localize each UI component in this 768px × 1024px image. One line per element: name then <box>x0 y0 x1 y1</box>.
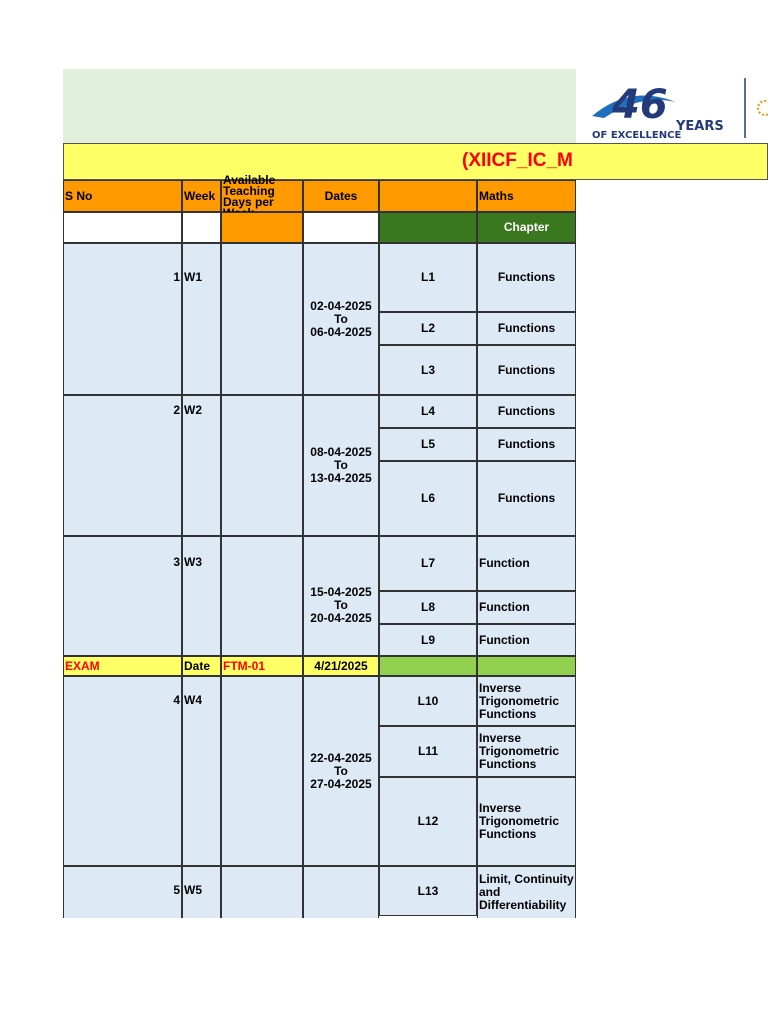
lesson-code: L3 <box>379 345 477 395</box>
header-lesson <box>379 180 477 212</box>
title-bar <box>63 143 768 180</box>
date-to-label: To <box>334 311 348 326</box>
week-teaching-days <box>221 536 303 656</box>
subheader-blank <box>303 212 379 243</box>
week-dates <box>303 676 379 866</box>
exam-label: EXAM <box>63 656 182 676</box>
week-label: W3 <box>182 536 221 656</box>
lesson-code: L8 <box>379 591 477 624</box>
header-teaching-days-text: Available Teaching Days per <box>223 173 276 209</box>
header-chapter: Chapter <box>477 212 576 243</box>
date-to-label: To <box>334 597 348 612</box>
lesson-chapter: Inverse Trigonometric Functions <box>477 777 576 866</box>
lesson-code: L11 <box>379 726 477 777</box>
week-label: W2 <box>182 395 221 536</box>
week-sno: 1 <box>63 243 182 395</box>
page-title: (XIICF_IC_M <box>462 150 573 171</box>
header-dates: Dates <box>303 180 379 212</box>
subheader-blank <box>221 212 303 243</box>
lesson-code: L6 <box>379 461 477 536</box>
lesson-code: L7 <box>379 536 477 591</box>
week-sno: 2 <box>63 395 182 536</box>
lesson-chapter: Inverse Trigonometric Functions <box>477 676 576 726</box>
exam-code: FTM-01 <box>221 656 303 676</box>
header-week: Week <box>182 180 221 212</box>
lesson-code: L12 <box>379 777 477 866</box>
week-teaching-days <box>221 866 303 918</box>
lesson-chapter: Functions <box>477 395 576 428</box>
lesson-code: L4 <box>379 395 477 428</box>
date-from: 02-04-2025 <box>310 298 372 313</box>
lesson-chapter: Limit, Continuity and Differentiability <box>477 866 576 918</box>
date-to: 20-04-2025 <box>310 610 372 625</box>
week-teaching-days <box>221 676 303 866</box>
week-dates <box>303 536 379 656</box>
date-to: 13-04-2025 <box>310 471 372 485</box>
date-to: 27-04-2025 <box>310 776 372 791</box>
lesson-code: L2 <box>379 312 477 345</box>
exam-date: 4/21/2025 <box>303 656 379 676</box>
week-sno: 4 <box>63 676 182 866</box>
date-to-label: To <box>334 458 348 472</box>
lesson-chapter: Functions <box>477 312 576 345</box>
week-dates <box>303 243 379 395</box>
date-from: 08-04-2025 <box>310 445 372 459</box>
exam-date-label: Date <box>182 656 221 676</box>
exam-lesson-blank <box>379 656 477 676</box>
week-label: W4 <box>182 676 221 866</box>
date-to: 06-04-2025 <box>310 324 372 339</box>
top-banner <box>63 69 576 143</box>
lesson-code: L1 <box>379 243 477 312</box>
subheader-lesson <box>379 212 477 243</box>
week-dates <box>303 395 379 536</box>
subheader-blank <box>182 212 221 243</box>
week-teaching-days <box>221 243 303 395</box>
week-teaching-days <box>221 395 303 536</box>
week-sno: 5 <box>63 866 182 918</box>
lesson-chapter: Functions <box>477 243 576 312</box>
week-dates <box>303 866 379 918</box>
svg-text:OF EXCELLENCE: OF EXCELLENCE <box>592 130 682 141</box>
week-sno: 3 <box>63 536 182 656</box>
date-to-label: To <box>334 763 348 778</box>
logo <box>590 78 768 140</box>
lesson-chapter: Function <box>477 624 576 656</box>
header-teaching-days <box>221 173 303 212</box>
lesson-code: L10 <box>379 676 477 726</box>
header-sno: S No <box>63 180 182 212</box>
lesson-chapter: Functions <box>477 345 576 395</box>
logo-46-years-icon <box>590 78 768 140</box>
week-label: W1 <box>182 243 221 395</box>
svg-text:46: 46 <box>612 82 668 128</box>
lesson-chapter: Inverse Trigonometric Functions <box>477 726 576 777</box>
lesson-chapter: Functions <box>477 428 576 461</box>
lesson-chapter: Function <box>477 536 576 591</box>
week-label: W5 <box>182 866 221 918</box>
subheader-blank <box>63 212 182 243</box>
lesson-chapter: Function <box>477 591 576 624</box>
lesson-chapter: Functions <box>477 461 576 536</box>
lesson-code: L5 <box>379 428 477 461</box>
exam-chapter-blank <box>477 656 576 676</box>
lesson-code: L9 <box>379 624 477 656</box>
date-from: 22-04-2025 <box>310 750 372 765</box>
date-from: 15-04-2025 <box>310 584 372 599</box>
lesson-code: L13 <box>379 866 477 916</box>
svg-text:YEARS: YEARS <box>676 119 724 134</box>
header-subject: Maths <box>477 180 576 212</box>
